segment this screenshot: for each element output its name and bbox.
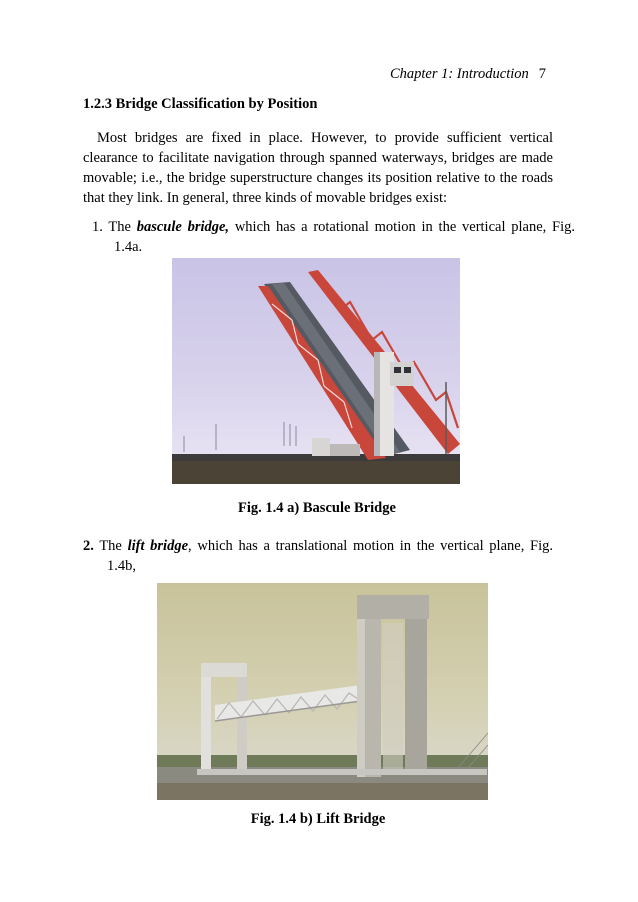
- chapter-title: Chapter 1: Introduction: [389, 66, 529, 82]
- page-number: 7: [538, 66, 546, 82]
- running-header: [390, 66, 546, 83]
- list-prefix: The: [108, 219, 131, 235]
- list-text: which has a rotational motion in the vertical plane, Fig. 1.4a.: [114, 219, 576, 255]
- list-number: 1.: [92, 219, 103, 235]
- figure-caption-lift: Fig. 1.4 b) Lift Bridge: [250, 811, 386, 827]
- bascule-bridge-photo: [172, 258, 460, 484]
- list-text: , which has a translational motion in the vertical plane, Fig. 1.4b,: [107, 538, 553, 574]
- intro-paragraph: Most bridges are fixed in place. However, to provide sufficient vertical clearance to facilitate navigation through spanned waterways, bridges are made movable; i.e., the bridge superstructure changes its position relative to the roads that they link. In general, three kinds of movable bridges exist:: [83, 130, 553, 206]
- list-item-bascule: [92, 217, 575, 257]
- term-bascule-bridge: bascule bridge,: [136, 219, 230, 235]
- list-number: 2.: [83, 538, 94, 554]
- list-item-lift: [83, 536, 553, 576]
- term-lift-bridge: lift bridge: [127, 538, 189, 554]
- figure-caption-bascule: Fig. 1.4 a) Bascule Bridge: [238, 500, 396, 516]
- section-heading: 1.2.3 Bridge Classification by Position: [83, 96, 318, 112]
- lift-bridge-photo: [157, 583, 488, 800]
- list-prefix: The: [99, 538, 122, 554]
